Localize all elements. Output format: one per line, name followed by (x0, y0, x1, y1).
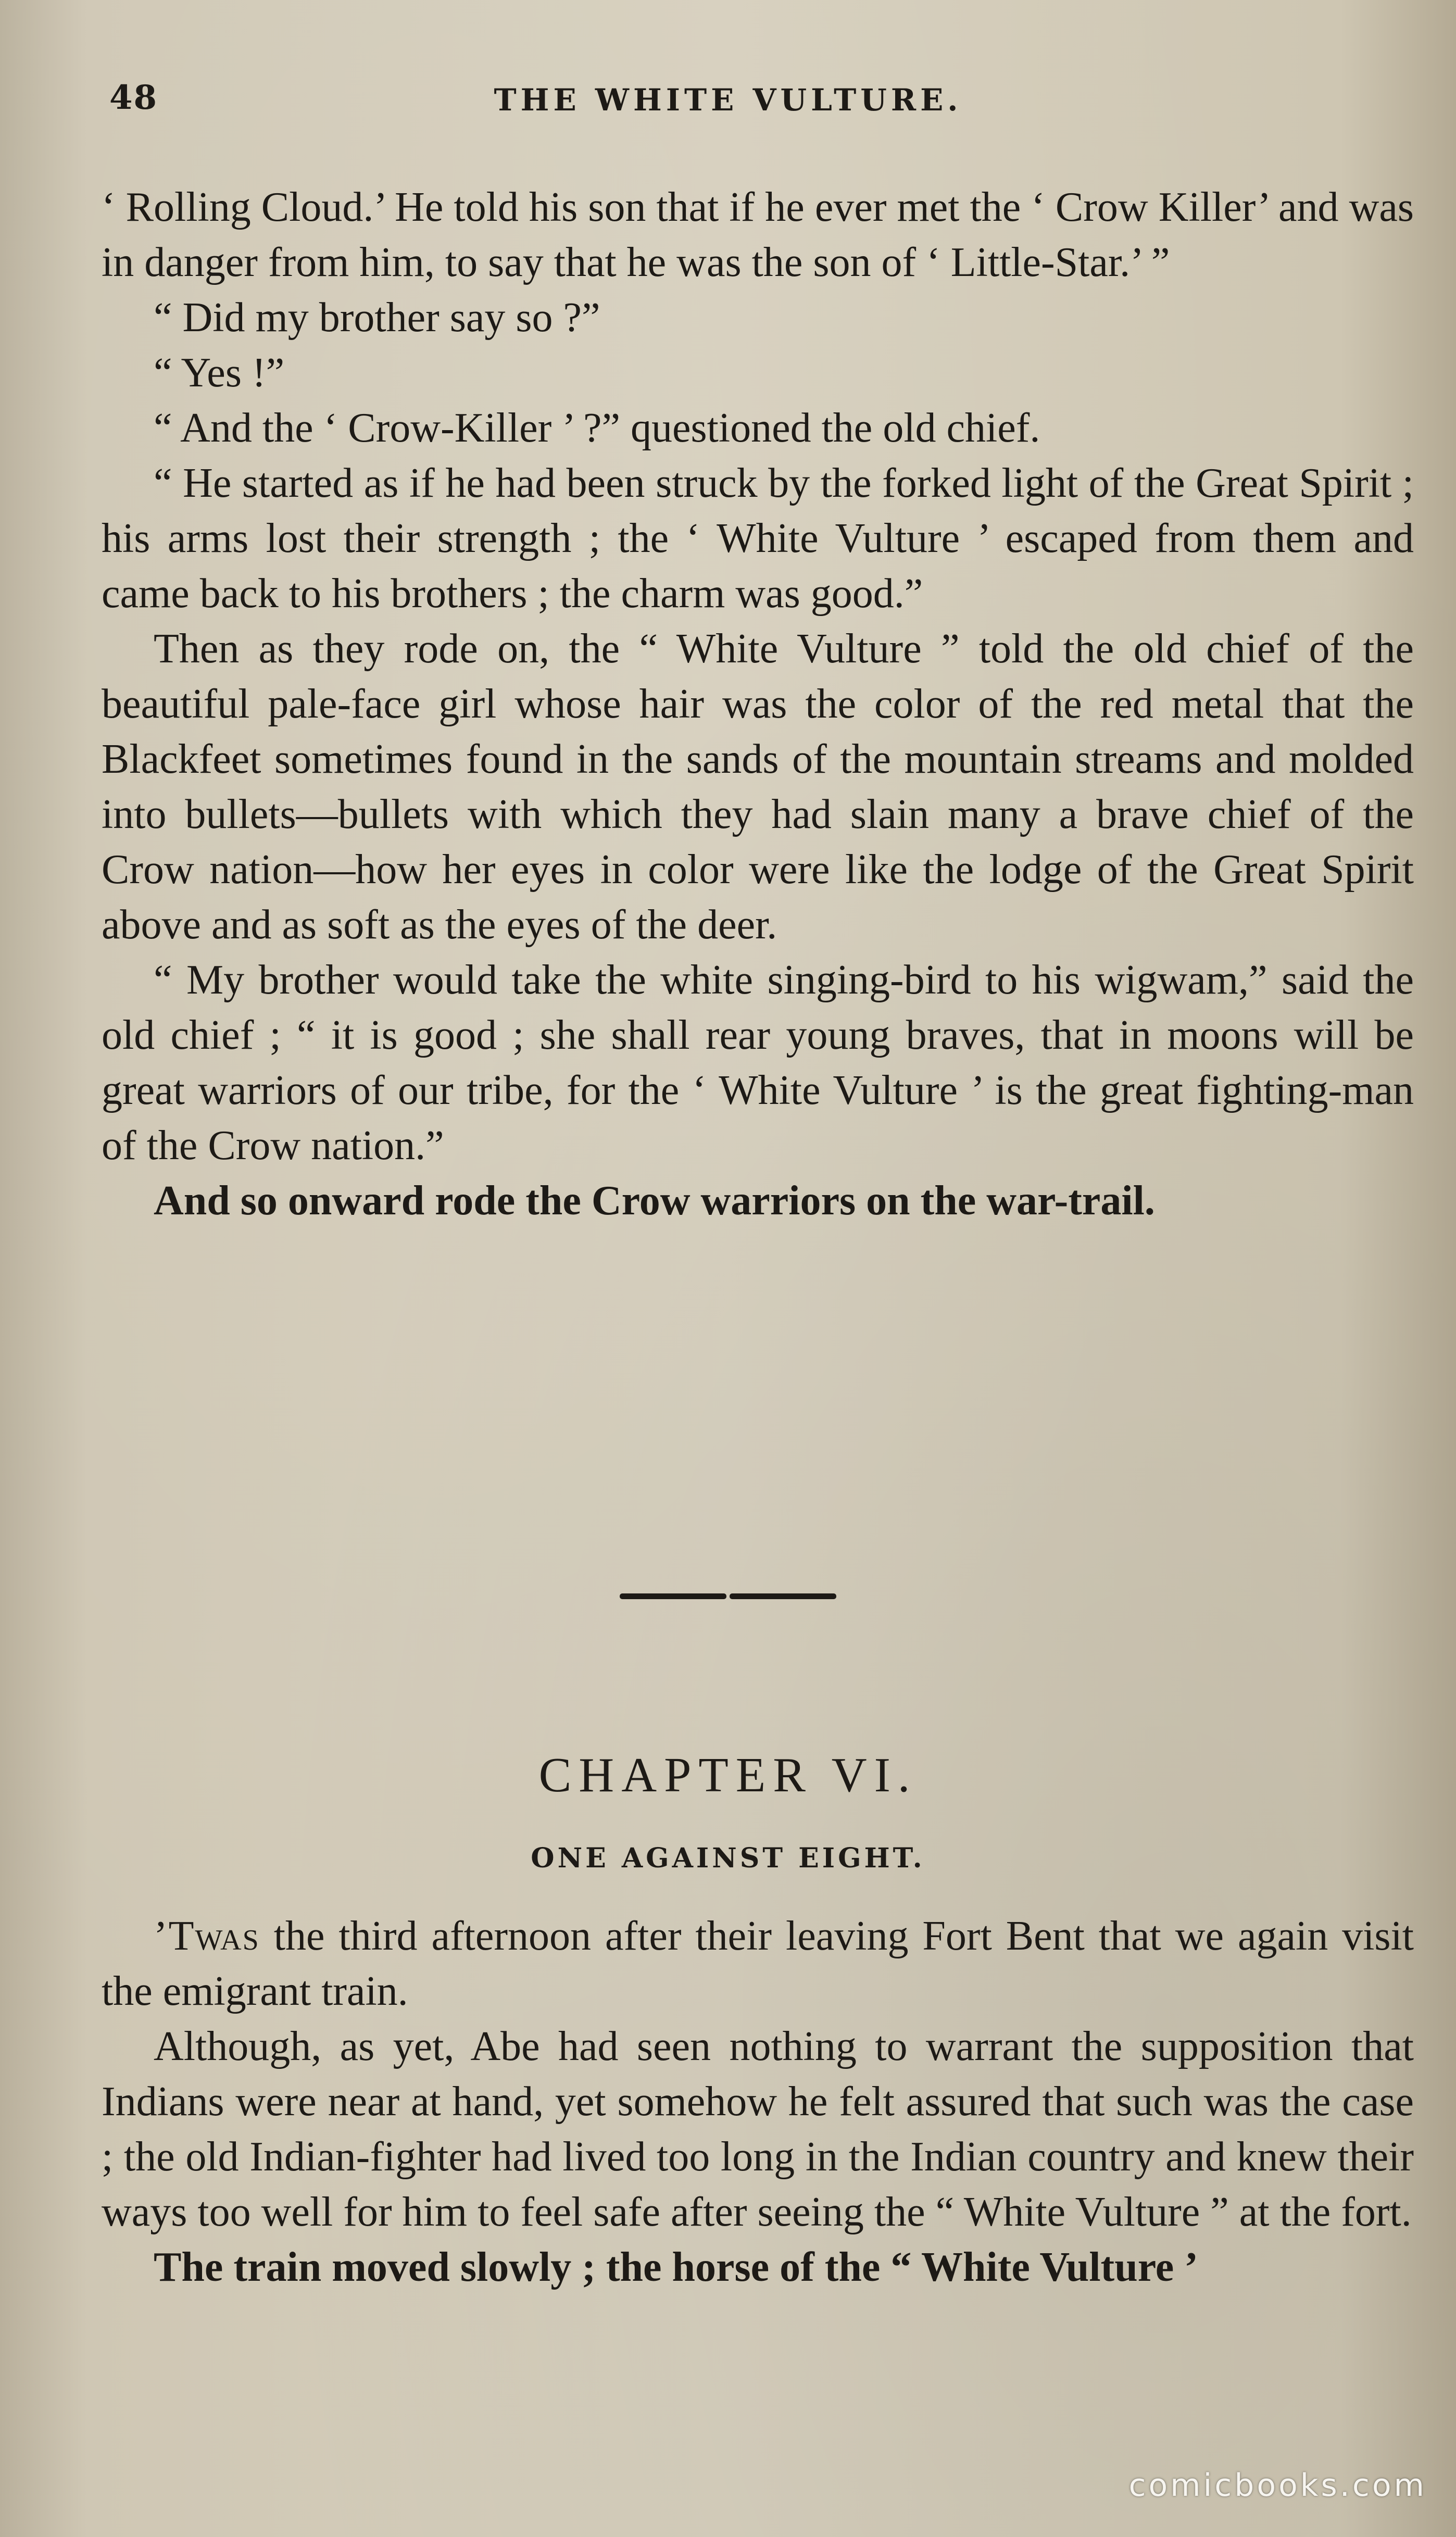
section-divider (0, 1593, 1456, 1599)
chapter-paragraph: Although, as yet, Abe had seen nothing to warrant the supposition that Indians were near at hand, yet somehow he felt assured that such was the case ; the old Indian-fighter had lived too long in the Indian country and knew their ways too well for him to feel safe after seeing the “ White Vulture ” at the fort. (102, 2024, 1414, 2235)
divider-segment-left (620, 1593, 726, 1599)
chapter-subtitle: ONE AGAINST EIGHT. (531, 1842, 925, 1874)
paragraph: “ And the ‘ Crow-Killer ’ ?” questioned the old chief. (154, 405, 1040, 451)
chapter-text (102, 1908, 1414, 2295)
chapter-paragraph: The train moved slowly ; the horse of the “ White Vulture ’ (154, 2244, 1198, 2290)
paragraph: “ Yes !” (154, 350, 285, 396)
watermark: comicbooks.com (1128, 2467, 1427, 2504)
opening-word: ’Twas (154, 1913, 260, 1959)
paragraph: ‘ Rolling Cloud.’ He told his son that if he ever met the ‘ Crow Killer’ and was in danger from him, to say that he was the son of ‘ Little-Star.’ ” (102, 184, 1414, 285)
paragraph: “ He started as if he had been struck by the forked light of the Great Spirit ; his arms lost their strength ; the ‘ White Vulture ’ escaped from them and came back to his brothers ; the charm was good.” (102, 460, 1414, 617)
paragraph: “ My brother would take the white singing-bird to his wigwam,” said the old chief ; “ it is good ; she shall rear young braves, that in moons will be great warriors of our tribe, for the ‘ White Vulture ’ is the great fighting-man of the Crow nation.” (102, 957, 1414, 1169)
divider-segment-right (730, 1593, 836, 1599)
page-header (109, 78, 1347, 125)
body-text (102, 180, 1414, 1228)
chapter-paragraph (102, 1908, 1414, 2019)
paragraph: And so onward rode the Crow warriors on the war-trail. (154, 1178, 1155, 1224)
paragraph-text: the third afternoon after their leaving Fort Bent that we again visit the emigrant train. (102, 1913, 1414, 2014)
running-head: THE WHITE VULTURE. (494, 82, 962, 118)
page-number: 48 (109, 78, 158, 117)
paragraph: Then as they rode on, the “ White Vulture ” told the old chief of the beautiful pale-face girl whose hair was the color of the red metal that the Blackfeet sometimes found in the sands of the mountain streams and molded into bullets—bullets with which they had slain many a brave chief of the Crow nation—how her eyes in color were like the lodge of the Great Spirit above and as soft as the eyes of the deer. (102, 626, 1414, 948)
chapter-title: CHAPTER VI. (538, 1748, 918, 1802)
paragraph: “ Did my brother say so ?” (154, 295, 600, 341)
